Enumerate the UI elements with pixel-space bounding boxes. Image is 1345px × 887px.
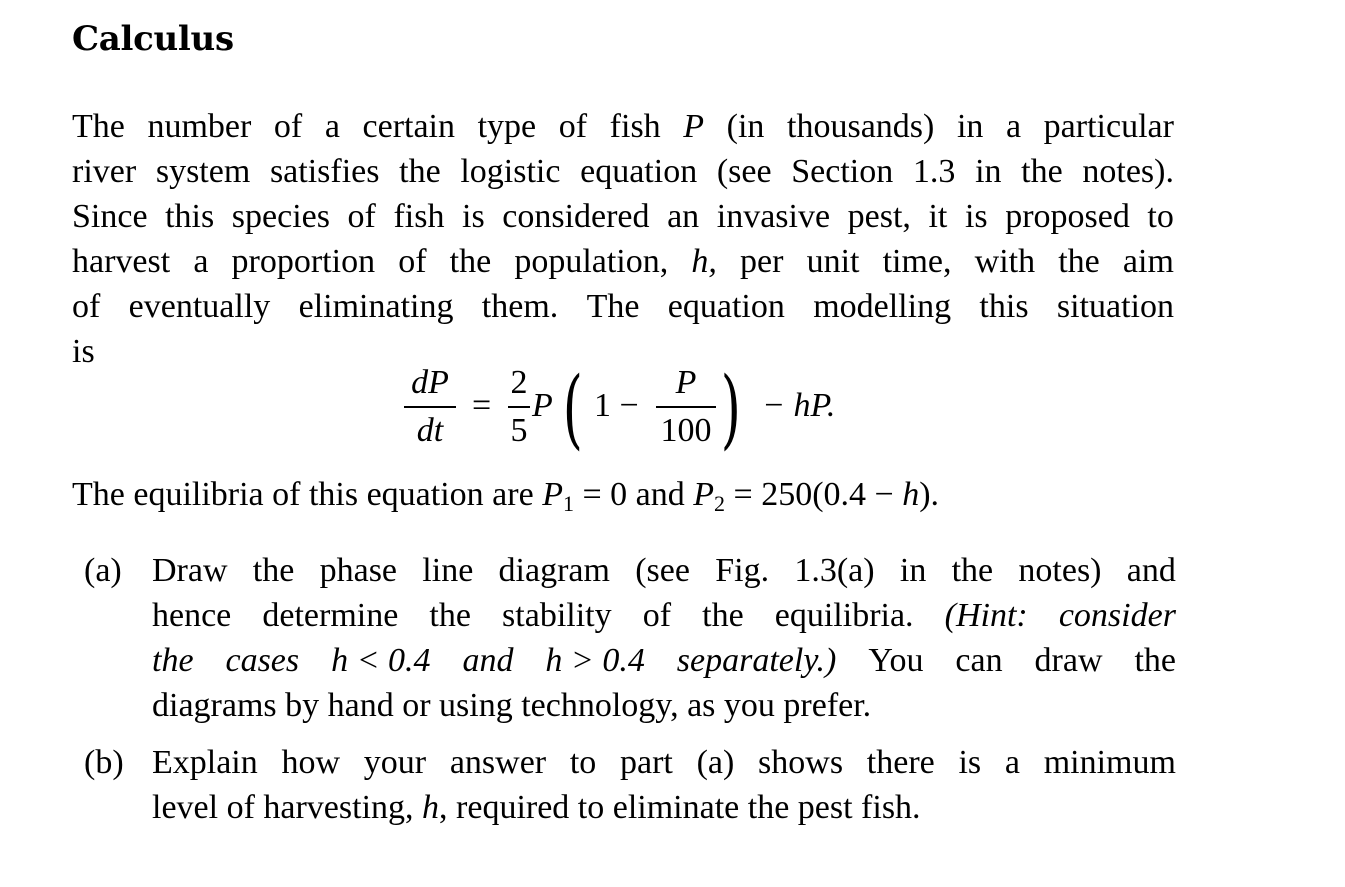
part-a-word: the (252, 552, 295, 589)
intro-word: species (231, 198, 330, 235)
p1-symbol: P (542, 476, 563, 513)
part-b-word: how (281, 744, 341, 781)
part-b-word: is (958, 744, 982, 781)
intro-line-3 (72, 194, 1174, 239)
part-a-hint-word: separately.) (676, 642, 837, 679)
intro-word: equation (667, 288, 785, 325)
intro-word: of (398, 243, 427, 280)
p-variable: P (532, 387, 553, 424)
part-a-word: in (899, 552, 927, 589)
intro-word: is (462, 198, 485, 235)
part-b-word: answer (449, 744, 547, 781)
intro-word: proportion (231, 243, 376, 280)
coefficient-fraction (508, 364, 530, 450)
intro-word: this (979, 288, 1029, 325)
part-b-line-1 (152, 740, 1176, 785)
h-symbol: h (902, 476, 920, 513)
part-b-word: (a) (696, 744, 735, 781)
intro-word: equation (580, 153, 698, 190)
part-a-line-1 (152, 548, 1176, 593)
intro-word: Section (791, 153, 894, 190)
lhs-denominator: dt (416, 411, 444, 449)
intro-word: satisfies (269, 153, 380, 190)
intro-word: The (586, 288, 640, 325)
part-b-word: minimum (1043, 744, 1176, 781)
intro-word: of (558, 108, 588, 145)
part-a-line-4-text: diagrams by hand or using technology, as you prefer. (152, 687, 872, 724)
part-b-word: to (569, 744, 597, 781)
intro-word: them. (481, 288, 559, 325)
intro-paragraph (72, 104, 1174, 374)
intro-word: number (147, 108, 252, 145)
intro-word: population, (514, 243, 669, 280)
part-a-word: Fig. (715, 552, 770, 589)
part-a-word: phase (319, 552, 398, 589)
one-minus: 1 − (594, 387, 639, 424)
intro-word: considered (502, 198, 650, 235)
part-a-word: draw (1034, 642, 1103, 679)
intro-word: per (740, 243, 784, 280)
intro-word: of (347, 198, 376, 235)
intro-word: fish (393, 198, 445, 235)
intro-word: (in (726, 108, 765, 145)
intro-word: the (1021, 153, 1063, 190)
intro-word: (see (716, 153, 772, 190)
intro-word: to (1147, 198, 1174, 235)
intro-word: logistic (460, 153, 561, 190)
intro-word: is (964, 198, 988, 235)
intro-word: Since (72, 198, 148, 235)
part-a-body (152, 548, 1176, 728)
intro-word: 1.3 (912, 153, 956, 190)
part-a-line-3 (152, 638, 1176, 683)
intro-word: river (72, 153, 137, 190)
intro-word: of (273, 108, 303, 145)
right-paren: ) (720, 359, 741, 459)
fraction-bar (404, 406, 456, 408)
part-a-word: stability (502, 597, 612, 634)
page-title: Calculus (72, 19, 234, 59)
h-symbol: h (422, 789, 440, 826)
part-a-word: the (1134, 642, 1176, 679)
intro-word: h, (691, 243, 717, 280)
intro-word: eventually (128, 288, 271, 325)
intro-word: situation (1056, 288, 1174, 325)
intro-word: type (477, 108, 537, 145)
part-a-word: Draw (152, 552, 228, 589)
part-a-word: equilibria. (774, 597, 914, 634)
part-b-label: (b) (84, 744, 124, 781)
left-paren: ( (562, 359, 583, 459)
part-a-word: notes) (1018, 552, 1102, 589)
part-b-line-2 (152, 785, 1176, 830)
intro-word: with (974, 243, 1036, 280)
intro-word: modelling (813, 288, 952, 325)
intro-line-5 (72, 284, 1174, 329)
part-a-hint-word: the (152, 642, 194, 679)
part-b-word: shows (758, 744, 844, 781)
intro-word: an (667, 198, 700, 235)
part-a-word: line (422, 552, 474, 589)
inner-fraction (656, 364, 716, 450)
intro-word: system (155, 153, 251, 190)
harvest-term: − hP. (762, 387, 836, 424)
part-a-hint-word: h > 0.4 (545, 642, 645, 679)
part-a-word: the (951, 552, 994, 589)
intro-word: in (975, 153, 1002, 190)
intro-word: thousands) (787, 108, 935, 145)
part-a-word: the (702, 597, 744, 634)
p1-value: = 0 and (573, 476, 694, 513)
intro-word: the (449, 243, 492, 280)
fraction-bar (508, 406, 530, 408)
part-a-word: the (429, 597, 471, 634)
inner-denominator: 100 (660, 411, 712, 449)
intro-line-1 (72, 104, 1174, 149)
inner-numerator: P (675, 364, 697, 401)
intro-word: pest, (847, 198, 911, 235)
part-a-hint-word: (Hint: (944, 597, 1028, 634)
part-a-hint-word: consider (1058, 597, 1176, 634)
part-a-word: You (868, 642, 924, 679)
intro-word: P (683, 108, 705, 145)
intro-word: it (928, 198, 948, 235)
part-a-word: (see (635, 552, 690, 589)
intro-word: certain (362, 108, 456, 145)
intro-word: eliminating (298, 288, 454, 325)
intro-word: the (1058, 243, 1100, 280)
part-a-line-4 (152, 683, 1176, 728)
coef-numerator: 2 (510, 364, 528, 401)
intro-word: harvest (72, 243, 171, 280)
equilibria-text: The equilibria of this equation are (72, 476, 543, 513)
part-b-line-2-text: level of harvesting, h, required to eliminate the pest fish. (152, 789, 921, 826)
intro-word: this (165, 198, 215, 235)
fraction-bar (656, 406, 716, 408)
intro-word: notes). (1082, 153, 1174, 190)
p2-value: = 250(0.4 − (725, 476, 903, 513)
intro-word: unit (806, 243, 860, 280)
part-a-word: of (642, 597, 672, 634)
part-a-word: hence (152, 597, 232, 634)
part-a-word: and (1126, 552, 1176, 589)
intro-word: proposed (1005, 198, 1130, 235)
intro-word: particular (1043, 108, 1174, 145)
part-a-hint-word: and (462, 642, 514, 679)
intro-last-word: is (72, 333, 95, 370)
intro-word: aim (1122, 243, 1174, 280)
part-a-hint-word: cases (225, 642, 300, 679)
intro-word: of (72, 288, 101, 325)
part-a-word: can (955, 642, 1003, 679)
part-a-hint-word: h < 0.4 (331, 642, 431, 679)
intro-line-2 (72, 149, 1174, 194)
intro-word: the (399, 153, 441, 190)
coef-denominator: 5 (510, 411, 528, 449)
part-a-word: determine (262, 597, 399, 634)
part-b-word: a (1004, 744, 1020, 781)
part-a-line-2 (152, 593, 1176, 638)
equilibria-end: ). (919, 476, 940, 513)
lhs-numerator: dP (411, 364, 449, 401)
part-a-word: 1.3(a) (794, 552, 875, 589)
p2-symbol: P (693, 476, 715, 513)
intro-word: a (324, 108, 340, 145)
intro-word: fish (609, 108, 661, 145)
intro-word: The (72, 108, 125, 145)
part-b-word: part (620, 744, 673, 781)
intro-word: a (193, 243, 209, 280)
intro-word: in (956, 108, 984, 145)
intro-word: a (1005, 108, 1022, 145)
lhs-fraction (404, 364, 456, 450)
intro-line-4 (72, 239, 1174, 284)
equals-sign: = (472, 387, 492, 424)
part-b-word: Explain (152, 744, 258, 781)
part-a-label: (a) (84, 552, 122, 589)
logistic-equation (400, 360, 850, 460)
part-a-word: diagram (498, 552, 610, 589)
part-b-body (152, 740, 1176, 830)
p1-subscript: 1 (562, 491, 574, 516)
intro-word: invasive (716, 198, 831, 235)
equilibria-sentence (72, 472, 1174, 517)
intro-word: time, (882, 243, 952, 280)
part-b-word: your (363, 744, 427, 781)
p2-subscript: 2 (714, 491, 726, 516)
part-b-word: there (866, 744, 935, 781)
